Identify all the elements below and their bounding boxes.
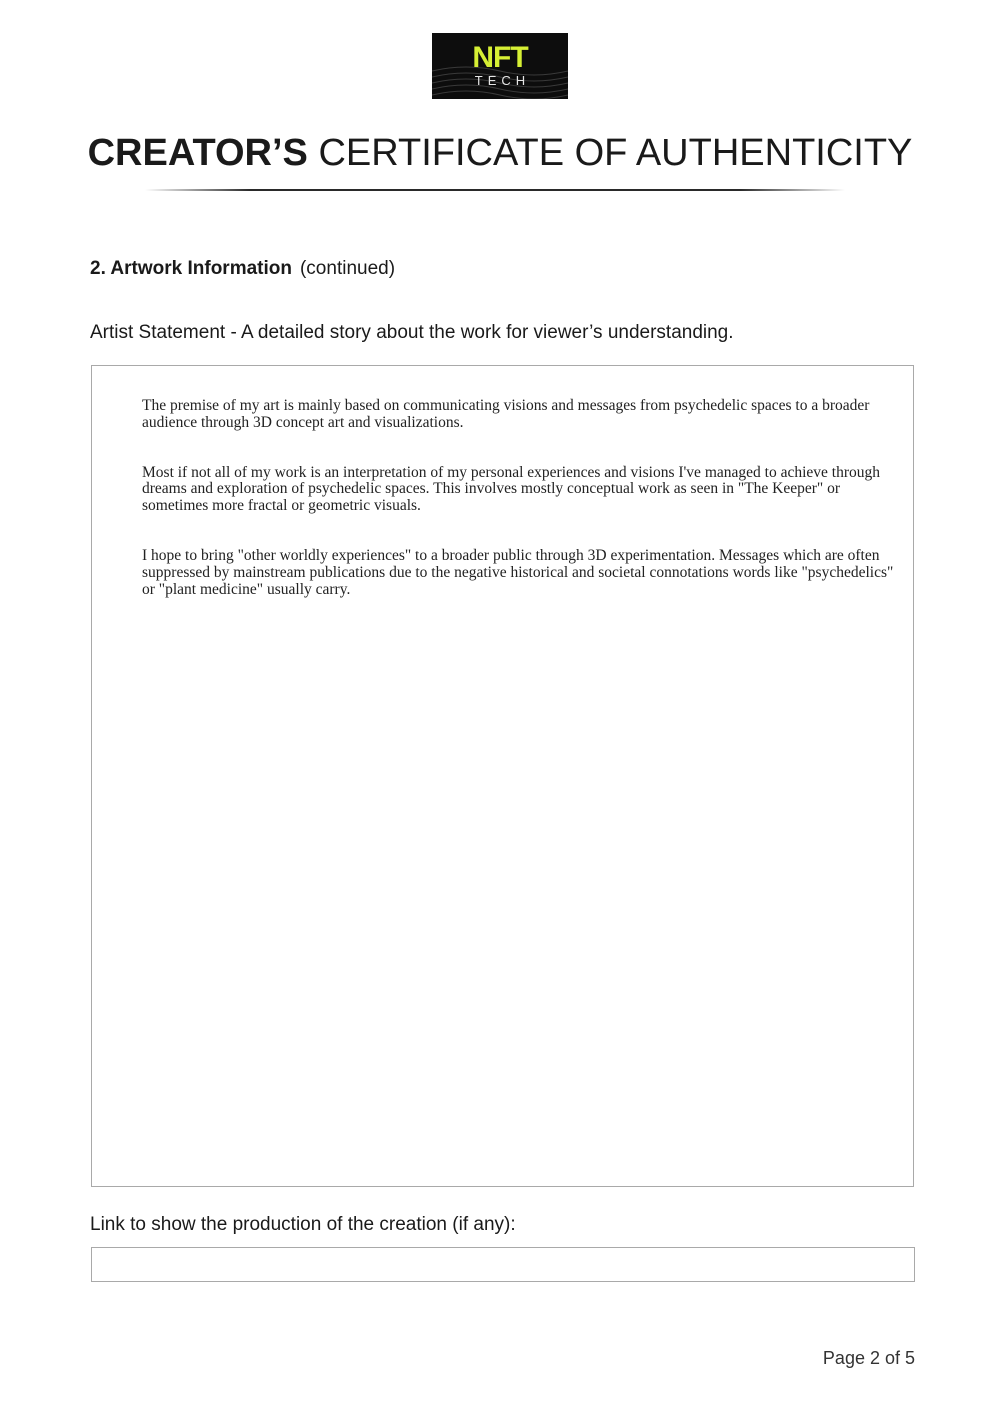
statement-paragraph: Most if not all of my work is an interpretation of my personal experiences and visions I've managed to achieve through dreams and exploration of psychedelic spaces. This involves mostly conceptual work as seen in "The Keeper" or sometimes more fractal or geometric visuals. <box>142 463 880 515</box>
section-continued-note: (continued) <box>299 258 396 279</box>
page-title-rest: CERTIFICATE OF AUTHENTICITY <box>318 132 913 174</box>
page-title <box>0 130 1000 176</box>
title-divider <box>145 189 845 191</box>
page-number: Page 2 of 5 <box>822 1348 915 1368</box>
statement-paragraph: The premise of my art is mainly based on communicating visions and messages from psychedelic spaces to a broader audience through 3D concept art and visualizations. <box>142 397 870 431</box>
production-link-label: Link to show the production of the creation (if any): <box>90 1214 516 1235</box>
logo-tech-text: TECH <box>474 73 531 88</box>
nft-tech-logo <box>432 33 568 99</box>
section-heading <box>90 257 395 281</box>
artist-statement-field[interactable] <box>91 365 914 1187</box>
production-link-field[interactable] <box>91 1247 915 1282</box>
artist-statement-text <box>142 398 902 631</box>
statement-paragraph: I hope to bring "other worldly experiences" to a broader public through 3D experimentation. Messages which are often suppressed by mainstream publications due to the negative historical and societal connotations words like "psychedelics" or "plant medicine" usually carry. <box>142 546 894 598</box>
section-title: 2. Artwork Information <box>90 258 292 279</box>
logo-nft-text: NFT <box>472 41 528 74</box>
artist-statement-label: Artist Statement - A detailed story about the work for viewer’s understanding. <box>90 322 734 343</box>
page-title-bold: CREATOR’S <box>87 132 308 174</box>
